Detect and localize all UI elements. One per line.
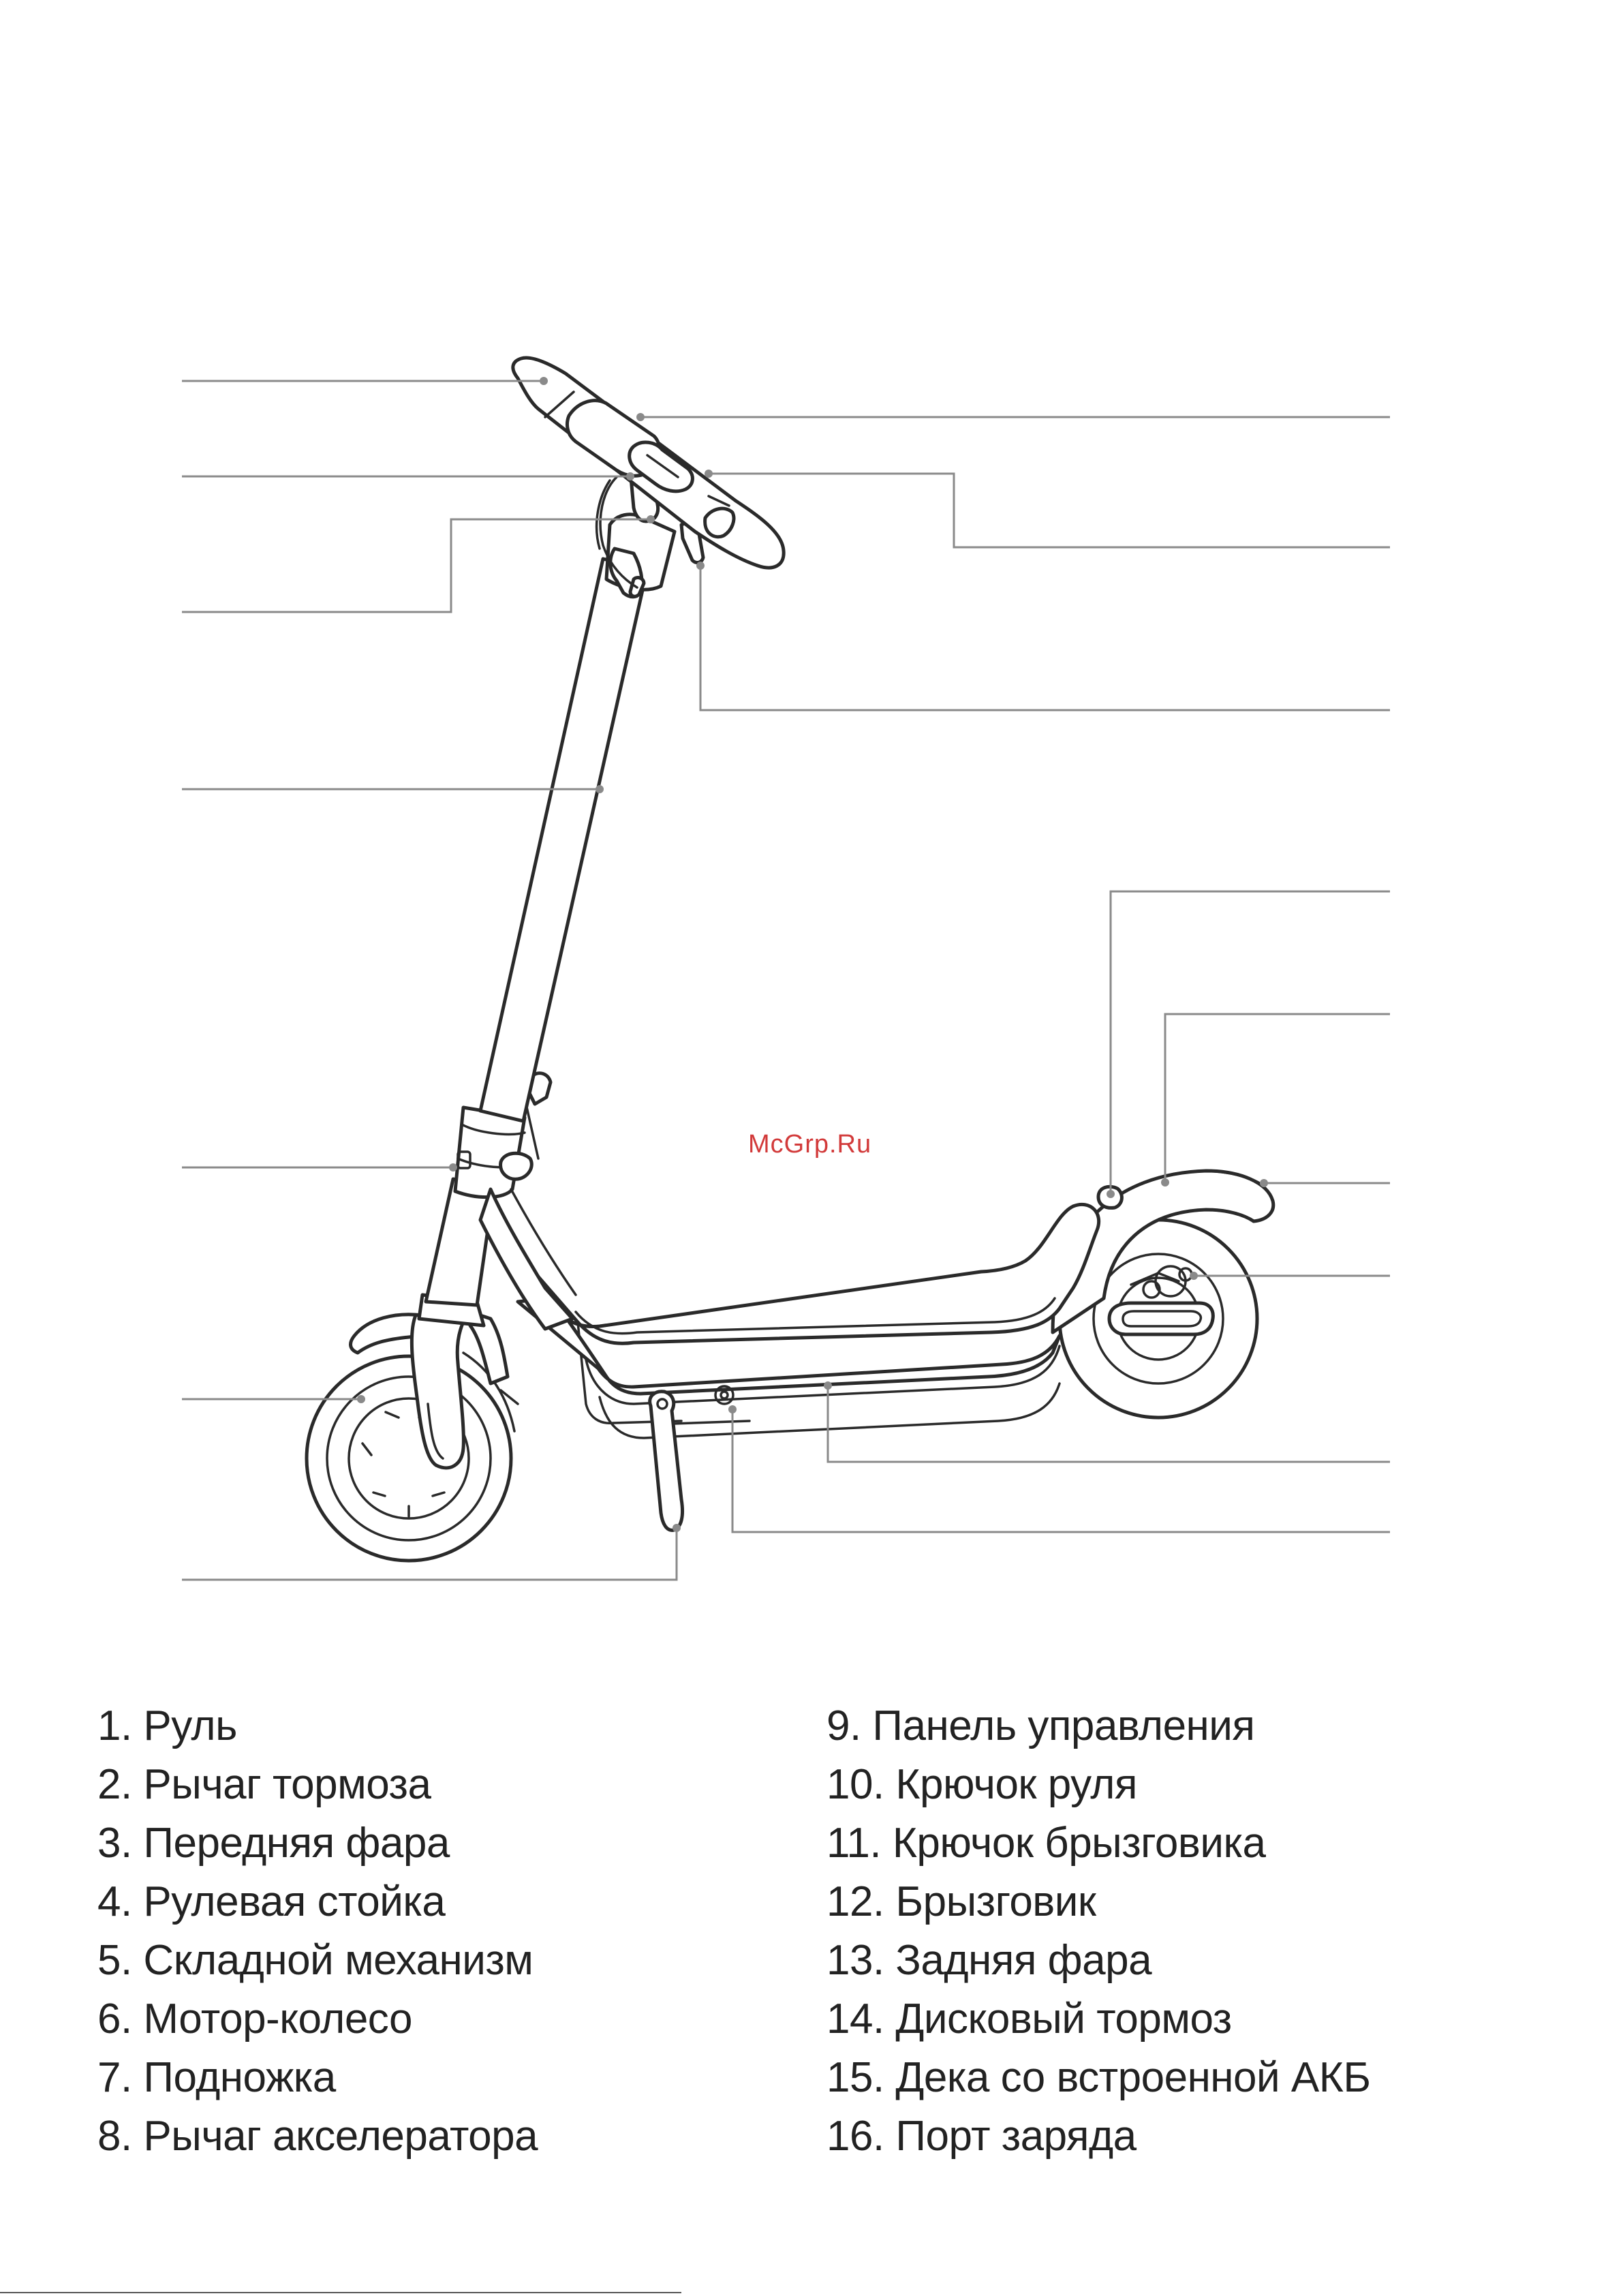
- legend-item: 8. Рычаг акселератора: [97, 2113, 538, 2160]
- legend-item: 15. Дека со встроенной АКБ: [826, 2054, 1371, 2101]
- deck: [501, 1204, 1099, 1423]
- legend-item: 4. Рулевая стойка: [97, 1878, 446, 1925]
- legend-item: 14. Дисковый тормоз: [826, 1995, 1232, 2042]
- legend-item: 9. Панель управления: [826, 1702, 1255, 1749]
- kickstand: [650, 1392, 683, 1531]
- front-wheel: [307, 1356, 511, 1561]
- legend-item: 16. Порт заряда: [826, 2113, 1137, 2160]
- legend-left-column: [97, 1697, 538, 2166]
- legend-item: 11. Крючок брызговика: [826, 1820, 1266, 1867]
- legend-item: 2. Рычаг тормоза: [97, 1761, 431, 1808]
- watermark: McGrp.Ru: [748, 1130, 872, 1159]
- legend-item: 5. Складной механизм: [97, 1937, 534, 1984]
- legend-item: 7. Подножка: [97, 2054, 336, 2101]
- page-bottom-rule: [0, 2292, 681, 2293]
- legend-item: 10. Крючок руля: [826, 1761, 1137, 1808]
- legend-item: 6. Мотор-колесо: [97, 1995, 412, 2042]
- legend-item: 12. Брызговик: [826, 1878, 1096, 1925]
- stem-head: [606, 515, 675, 597]
- legend-right-column: [826, 1697, 1371, 2166]
- steering-stem: [480, 559, 647, 1121]
- legend-item: 3. Передняя фара: [97, 1820, 450, 1867]
- legend-item: 1. Руль: [97, 1702, 237, 1749]
- legend-item: 13. Задняя фара: [826, 1937, 1152, 1984]
